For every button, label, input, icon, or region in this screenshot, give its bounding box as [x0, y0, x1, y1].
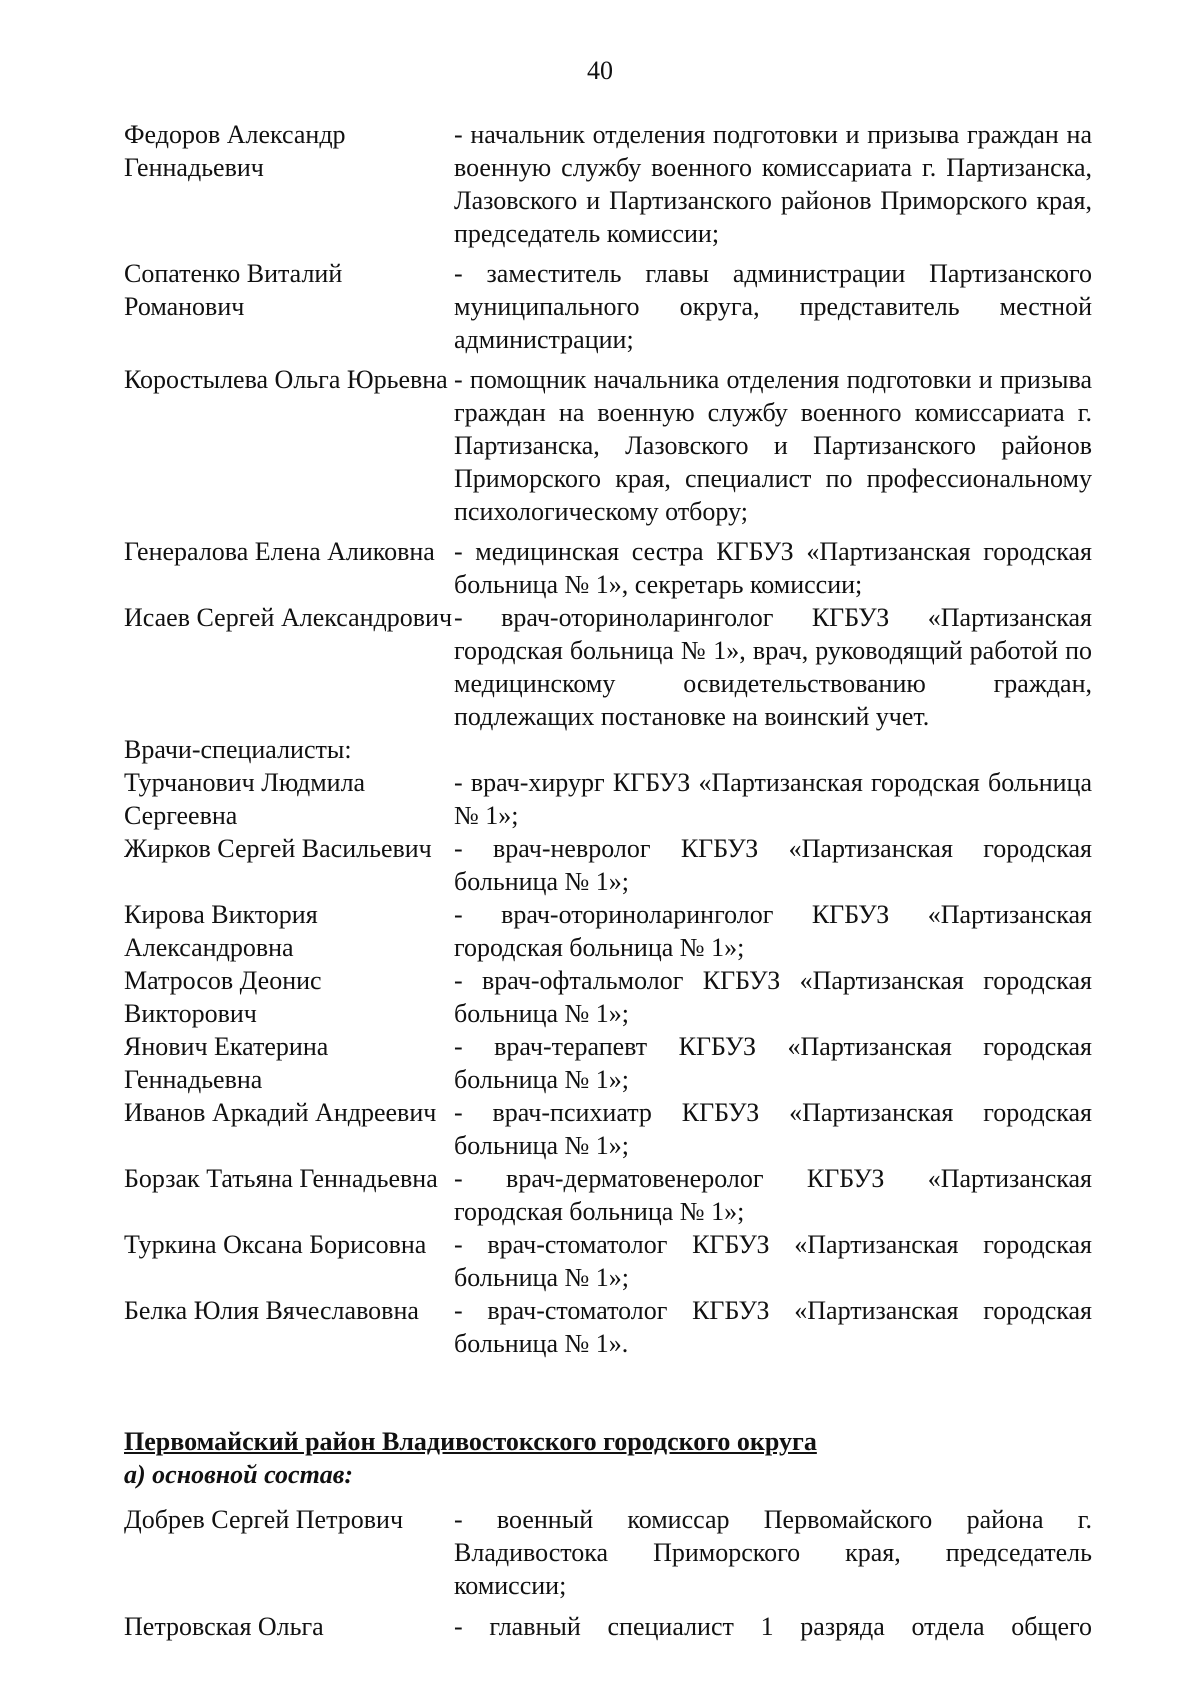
district-section: [124, 1425, 1092, 1643]
specialist-role: - врач-дерматовенеролог КГБУЗ «Партизанская городская больница № 1»;: [454, 1164, 1092, 1226]
member-role: - помощник начальника отделения подготовки и призыва граждан на военную службу военного комиссариата г. Партизанска, Лазовского и Партизанского районов Приморского края, специалист по профессиональному психологическому отбору;: [454, 365, 1092, 526]
specialist-row: [124, 898, 1092, 964]
specialist-name: Турчанович Людмила Сергеевна: [124, 768, 366, 830]
specialist-row: [124, 1096, 1092, 1162]
specialist-role: - врач-оториноларинголог КГБУЗ «Партизанская городская больница № 1»;: [454, 900, 1092, 962]
specialist-name: Матросов Деонис Викторович: [124, 966, 322, 1028]
member-name: Федоров Александр Геннадьевич: [124, 120, 346, 182]
specialist-name: Туркина Оксана Борисовна: [124, 1230, 427, 1259]
member-row: [124, 363, 1092, 528]
specialist-name: Борзак Татьяна Геннадьевна: [124, 1164, 438, 1193]
specialist-name: Янович Екатерина Геннадьевна: [124, 1032, 329, 1094]
specialist-row: [124, 964, 1092, 1030]
specialist-role: - врач-стоматолог КГБУЗ «Партизанская городская больница № 1»;: [454, 1230, 1092, 1292]
member-row: [124, 535, 1092, 601]
member-row: [124, 1503, 1092, 1602]
member-name: Сопатенко Виталий Романович: [124, 259, 343, 321]
member-row: [124, 1610, 1092, 1643]
member-role: - врач-оториноларинголог КГБУЗ «Партизанская городская больница № 1», врач, руководящий работой по медицинскому освидетельствованию граждан, подлежащих постановке на воинский учет.: [454, 603, 1092, 731]
member-role: - медицинская сестра КГБУЗ «Партизанская городская больница № 1», секретарь комиссии;: [454, 537, 1092, 599]
specialist-name: Иванов Аркадий Андреевич: [124, 1098, 437, 1127]
specialist-role: - врач-офтальмолог КГБУЗ «Партизанская городская больница № 1»;: [454, 966, 1092, 1028]
specialists-heading-row: [124, 733, 1092, 766]
member-role: - главный специалист 1 разряда отдела общего: [454, 1612, 1092, 1641]
specialist-row: [124, 832, 1092, 898]
specialist-role: - врач-стоматолог КГБУЗ «Партизанская городская больница № 1».: [454, 1296, 1092, 1358]
specialist-name: Белка Юлия Вячеславовна: [124, 1296, 419, 1325]
member-row: [124, 257, 1092, 356]
member-name: Петровская Ольга: [124, 1612, 324, 1641]
specialist-role: - врач-психиатр КГБУЗ «Партизанская городская больница № 1»;: [454, 1098, 1092, 1160]
specialist-name: Кирова Виктория Александровна: [124, 900, 318, 962]
specialist-row: [124, 1030, 1092, 1096]
specialists-heading: Врачи-специалисты:: [124, 735, 352, 764]
member-name: Коростылева Ольга Юрьевна: [124, 365, 448, 394]
member-role: - военный комиссар Первомайского района г. Владивостока Приморского края, председатель комиссии;: [454, 1505, 1092, 1600]
specialist-row: [124, 766, 1092, 832]
commission-list: [124, 118, 1092, 1360]
specialist-role: - врач-хирург КГБУЗ «Партизанская городская больница № 1»;: [454, 768, 1092, 830]
specialist-role: - врач-невролог КГБУЗ «Партизанская городская больница № 1»;: [454, 834, 1092, 896]
member-row: [124, 601, 1092, 733]
member-row: [124, 118, 1092, 250]
member-name: Генералова Елена Аликовна: [124, 537, 435, 566]
member-name: Добрев Сергей Петрович: [124, 1505, 404, 1534]
specialist-name: Жирков Сергей Васильевич: [124, 834, 432, 863]
section-subtitle: а) основной состав:: [124, 1460, 354, 1489]
member-role: - заместитель главы администрации Партизанского муниципального округа, представитель местной администрации;: [454, 259, 1092, 354]
member-name: Исаев Сергей Александрович: [124, 603, 453, 632]
section-title: Первомайский район Владивостокского городского округа: [124, 1427, 817, 1456]
specialist-row: [124, 1228, 1092, 1294]
specialist-row: [124, 1294, 1092, 1360]
specialist-role: - врач-терапевт КГБУЗ «Партизанская городская больница № 1»;: [454, 1032, 1092, 1094]
member-role: - начальник отделения подготовки и призыва граждан на военную службу военного комиссариата г. Партизанска, Лазовского и Партизанского районов Приморского края, председатель комиссии;: [454, 120, 1092, 248]
specialist-row: [124, 1162, 1092, 1228]
page-number: 40: [587, 56, 613, 85]
